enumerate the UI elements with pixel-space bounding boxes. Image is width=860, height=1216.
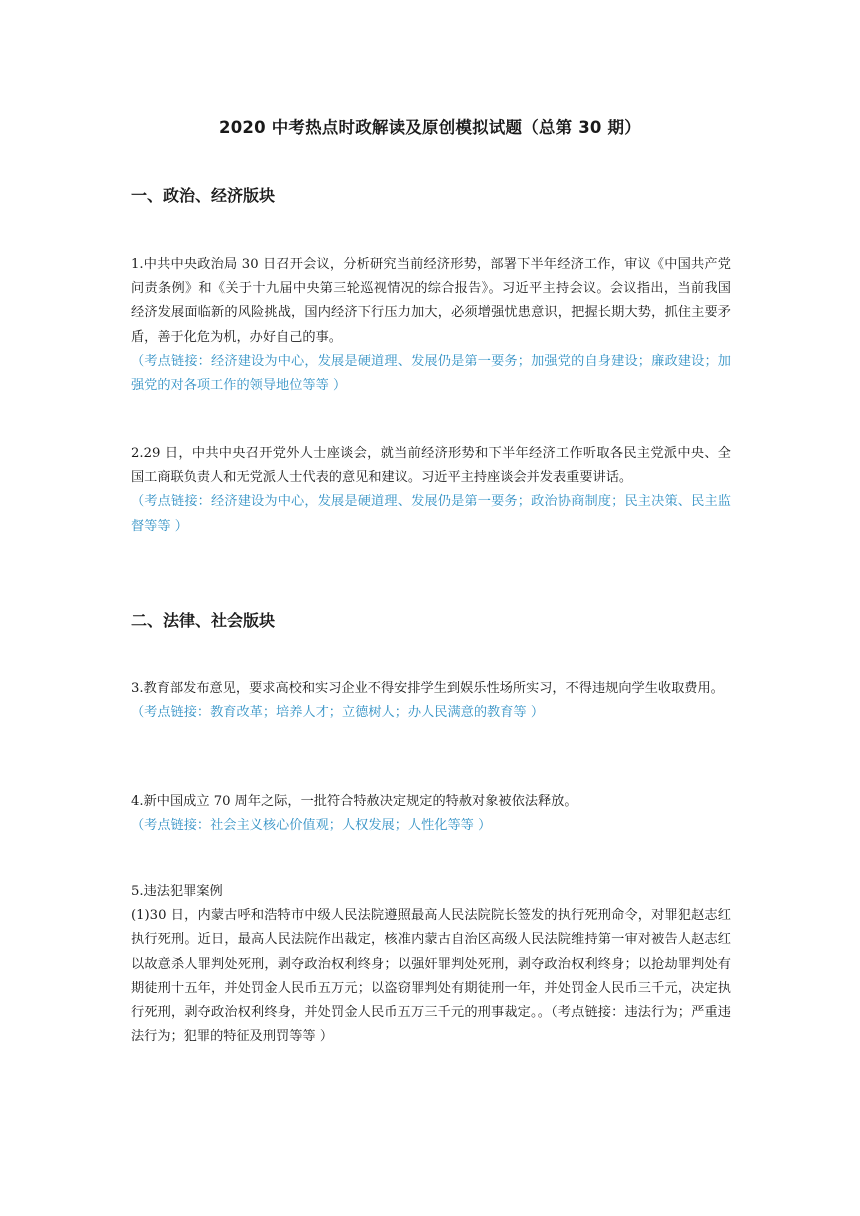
news-item-text: 4.新中国成立 70 周年之际，一批符合特赦决定规定的特赦对象被依法释放。	[131, 794, 578, 809]
news-item-2	[131, 442, 731, 539]
section-heading-politics-economy: 一、政治、经济版块	[131, 186, 276, 205]
news-item-4	[131, 790, 731, 838]
news-item-1	[131, 253, 731, 398]
news-item-3	[131, 677, 731, 725]
news-item-text: 3.教育部发布意见，要求高校和实习企业不得安排学生到娱乐性场所实习，不得违规向学生收取费用。	[131, 681, 724, 696]
exam-point-link: （考点链接：经济建设为中心，发展是硬道理、发展仍是第一要务；加强党的自身建设；廉政建设；加强党的对各项工作的领导地位等等 ）	[131, 353, 731, 394]
news-item-case	[131, 904, 731, 1049]
section-heading-law-society: 二、法律、社会版块	[131, 611, 276, 630]
news-item-title: 5.违法犯罪案例	[131, 884, 223, 899]
exam-point-link: （考点链接：社会主义核心价值观；人权发展；人性化等等 ）	[131, 818, 492, 834]
exam-point-link: （考点链接：经济建设为中心，发展是硬道理、发展仍是第一要务；政治协商制度；民主决策、民主监督等等 ）	[131, 494, 731, 534]
exam-point-link: （考点链接：教育改革；培养人才；立德树人；办人民满意的教育等 ）	[131, 705, 545, 721]
exam-point-link: （考点链接：违法行为；严重违法行为；犯罪的特征及刑罚等等 ）	[131, 1005, 731, 1045]
news-item-text: (1)30 日，内蒙古呼和浩特市中级人民法院遵照最高人民法院院长签发的执行死刑命令，对罪犯赵志红执行死刑。近日，最高人民法院作出裁定，核准内蒙古自治区高级人民法院维持第一审对被告人赵志红以故意杀人罪判处死刑，剥夺政治权利终身；以强奸罪判处死刑，剥夺政治权利终身；以抢劫罪判处有期徒刑十五年，并处罚金人民币五万元；以盗窃罪判处有期徒刑一年，并处罚金人民币三千元，决定执行死刑，剥夺政治权利终身，并处罚金人民币五万三千元的刑事裁定。。	[131, 908, 731, 1021]
news-item-5	[131, 880, 731, 1049]
news-item-text: 2.29 日，中共中央召开党外人士座谈会，就当前经济形势和下半年经济工作听取各民主党派中央、全国工商联负责人和无党派人士代表的意见和建议。习近平主持座谈会并发表重要讲话。	[131, 446, 731, 486]
news-item-text: 1.中共中央政治局 30 日召开会议，分析研究当前经济形势，部署下半年经济工作，审议《中国共产党问责条例》和《关于十九届中央第三轮巡视情况的综合报告》。习近平主持会议。会议指出，当前我国经济发展面临新的风险挑战，国内经济下行压力加大，必须增强忧患意识，把握长期大势，抓住主要矛盾，善于化危为机，办好自己的事。	[131, 257, 731, 345]
document-title: 2020 中考热点时政解读及原创模拟试题（总第 30 期）	[219, 118, 641, 137]
